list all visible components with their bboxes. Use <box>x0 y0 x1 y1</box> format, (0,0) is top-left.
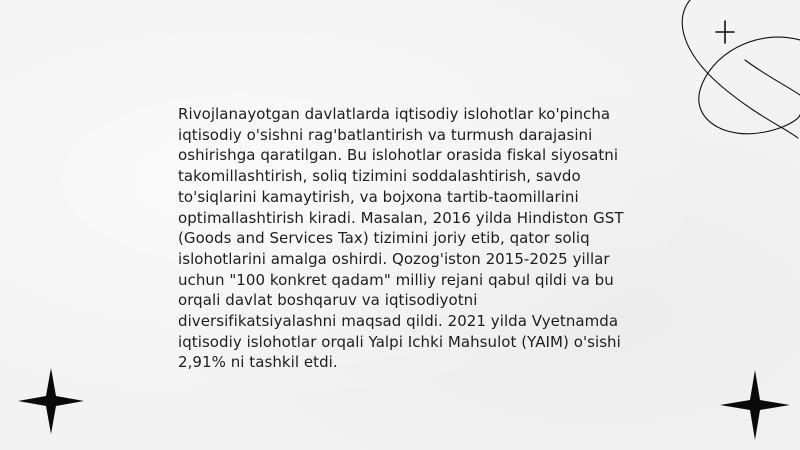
slide-body-paragraph: Rivojlanayotgan davlatlarda iqtisodiy islohotlar ko'pincha iqtisodiy o'sishni rag'batlantirish va turmush darajasini oshirishga qaratilgan. Bu islohotlar orasida fiskal siyosatni takomillashtirish, soliq tizimini soddalashtirish, savdo to'siqlarini kamaytirish, va bojxona tartib-taomillarini optimallashtirish kiradi. Masalan, 2016 yilda Hindiston GST (Goods and Services Tax) tizimini joriy etib, qator soliq islohotlarini amalga oshirdi. Qozog'iston 2015-2025 yillar uchun "100 konkret qadam" milliy rejani qabul qildi va bu orqali davlat boshqaruv va iqtisodiyotni diversifikatsiyalashni maqsad qildi. 2021 yilda Vyetnamda iqtisodiy islohotlar orqali Yalpi Ichki Mahsulot (YAIM) o'sishi 2,91% ni tashkil etdi. <box>178 105 624 372</box>
four-point-star-icon <box>720 370 790 440</box>
orbit-line-sparkle-icon <box>650 0 800 150</box>
four-point-star-icon <box>18 368 84 434</box>
